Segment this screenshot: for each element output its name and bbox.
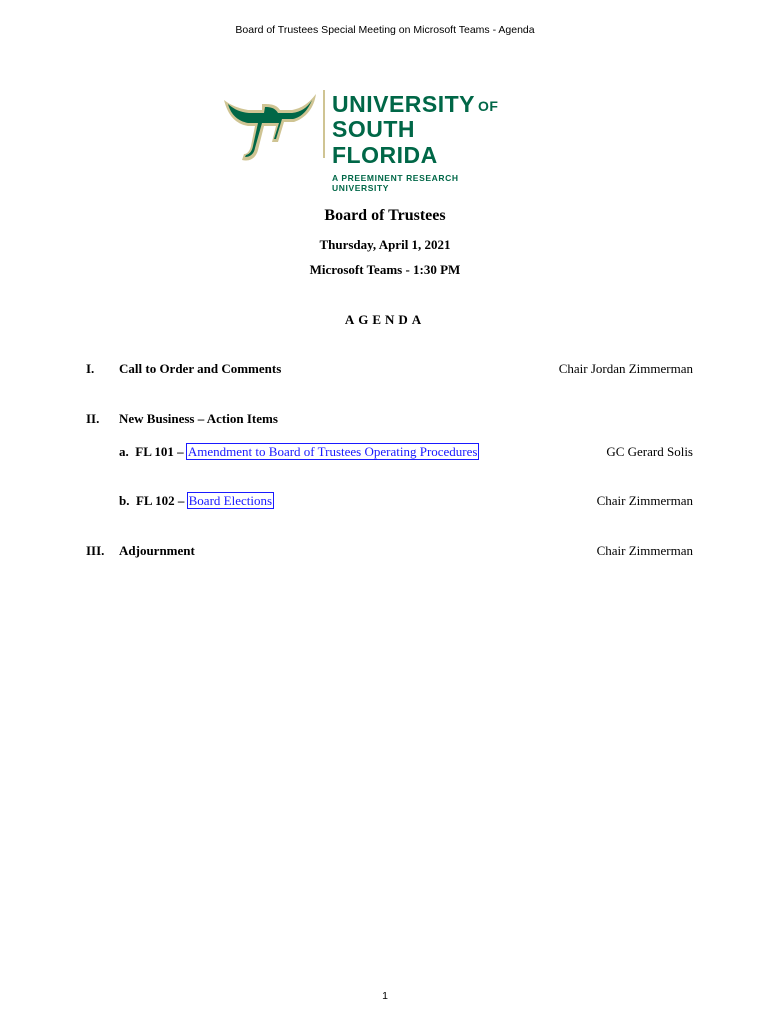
item-presenter: Chair Zimmerman xyxy=(596,543,693,558)
bull-horns-icon xyxy=(222,86,318,164)
subitem-label xyxy=(119,444,478,460)
item-number: II. xyxy=(86,411,100,426)
item-presenter: GC Gerard Solis xyxy=(606,444,693,459)
logo-divider xyxy=(323,90,325,158)
subitem-label xyxy=(119,493,273,509)
meeting-title: Board of Trustees xyxy=(324,207,446,224)
meeting-venue: Microsoft Teams - 1:30 PM xyxy=(309,262,461,277)
logo-wordmark: UNIVERSITY $^{OF}$ SOUTH FLORIDA A PREEMINENT RESEARCH UNIVERSITY xyxy=(332,91,499,193)
item-label: Call to Order and Comments xyxy=(119,361,282,376)
agenda-item xyxy=(86,543,693,561)
item-number: I. xyxy=(86,361,95,376)
meeting-date: Thursday, April 1, 2021 xyxy=(319,237,451,252)
subitem-number: b. xyxy=(119,493,130,508)
item-label: New Business – Action Items xyxy=(119,411,278,426)
item-presenter: Chair Zimmerman xyxy=(596,493,693,508)
amendment-operating-procedures-link[interactable]: Amendment to Board of Trustees Operating Procedures xyxy=(187,444,478,459)
item-number: III. xyxy=(86,543,105,558)
subitem-code: FL 101 – xyxy=(135,444,184,459)
agenda-item xyxy=(86,411,693,429)
agenda-subitem xyxy=(86,444,693,462)
running-header: Board of Trustees Special Meeting on Microsoft Teams - Agenda xyxy=(235,24,535,36)
agenda-subitem xyxy=(86,493,693,511)
page-number: 1 xyxy=(382,990,388,1002)
subitem-number: a. xyxy=(119,444,129,459)
item-label: Adjournment xyxy=(119,543,195,558)
agenda-item xyxy=(86,361,693,379)
board-elections-link[interactable]: Board Elections xyxy=(188,493,273,508)
item-presenter: Chair Jordan Zimmerman xyxy=(558,361,693,376)
subitem-code: FL 102 – xyxy=(135,493,185,508)
agenda-heading: AGENDA xyxy=(344,312,426,327)
usf-logo xyxy=(222,86,512,193)
